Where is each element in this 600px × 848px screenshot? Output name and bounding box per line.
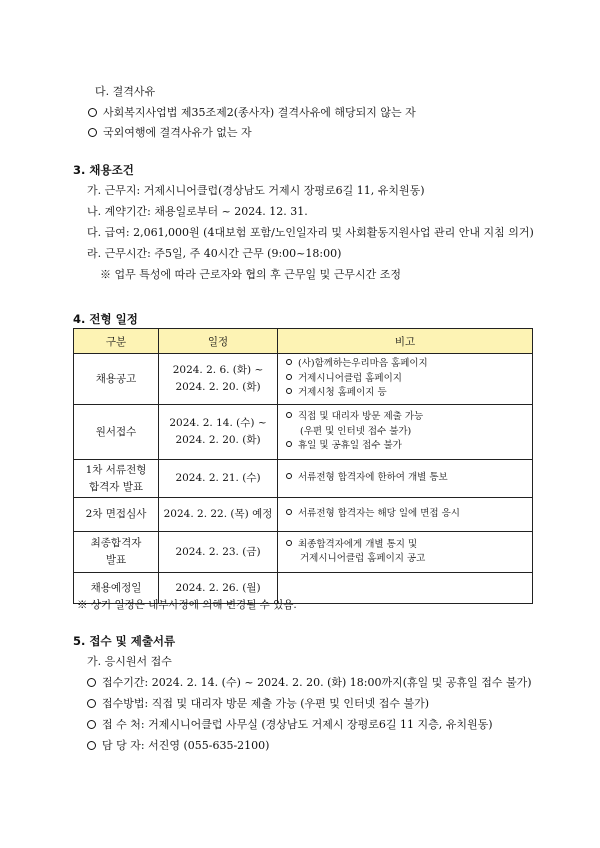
circle-bullet-icon	[286, 473, 292, 479]
header-stage: 구분	[74, 329, 159, 354]
stage-cell: 원서접수	[74, 405, 159, 460]
table-row	[74, 498, 533, 532]
note-item: 휴일 및 공휴일 접수 불가	[286, 439, 526, 454]
date-cell: 2024. 2. 23. (금)	[159, 532, 278, 573]
circle-bullet-icon	[87, 699, 96, 708]
application-item: 담 당 자: 서진영 (055-635-2100)	[87, 739, 269, 753]
stage-cell: 1차 서류전형 합격자 발표	[74, 460, 159, 498]
notes-cell	[278, 405, 533, 460]
circle-bullet-icon	[88, 128, 97, 137]
note-item: 서류전형 합격자는 해당 일에 면접 응시	[286, 507, 526, 522]
disqualification-item: 국외여행에 결격사유가 없는 자	[88, 126, 252, 140]
note-item: 서류전형 합격자에 한하여 개별 통보	[286, 471, 526, 486]
circle-bullet-icon	[88, 108, 97, 117]
date-cell: 2024. 2. 22. (목) 예정	[159, 498, 278, 532]
application-heading: 5. 접수 및 제출서류	[73, 634, 176, 648]
circle-bullet-icon	[286, 540, 292, 546]
circle-bullet-icon	[286, 359, 292, 365]
schedule-table	[73, 328, 533, 604]
note-item: 최종합격자에게 개별 통지 및	[286, 538, 526, 553]
application-item: 접수기간: 2024. 2. 14. (수) ~ 2024. 2. 20. (화) 18:00까지(휴일 및 공휴일 접수 불가)	[87, 676, 532, 690]
table-row	[74, 460, 533, 498]
date-cell: 2024. 2. 26. (월)	[159, 573, 278, 604]
circle-bullet-icon	[87, 678, 96, 687]
employment-conditions-heading: 3. 채용조건	[73, 163, 134, 177]
application-item: 접 수 처: 거제시니어클럽 사무실 (경상남도 거제시 장평로6길 11 지층, 유치원동)	[87, 718, 493, 732]
condition-note: ※ 업무 특성에 따라 근로자와 협의 후 근무일 및 근무시간 조정	[100, 268, 401, 281]
condition-workplace: 가. 근무지: 거제시니어클럽(경상남도 거제시 장평로6길 11, 유치원동)	[87, 184, 425, 197]
circle-bullet-icon	[286, 388, 292, 394]
application-item: 접수방법: 직접 및 대리자 방문 제출 가능 (우편 및 인터넷 접수 불가)	[87, 697, 429, 711]
notes-cell	[278, 354, 533, 405]
application-subtitle: 가. 응시원서 접수	[87, 655, 172, 668]
note-item: (사)함께하는우리마음 홈페이지	[286, 357, 526, 372]
notes-cell	[278, 573, 533, 604]
disqualification-title: 다. 결격사유	[95, 85, 156, 98]
stage-cell: 채용공고	[74, 354, 159, 405]
note-item: 거제시청 홈페이지 등	[286, 386, 526, 401]
note-item: 거제시니어클럽 홈페이지 공고	[300, 553, 426, 564]
header-notes: 비고	[278, 329, 533, 354]
date-cell: 2024. 2. 14. (수) ~ 2024. 2. 20. (화)	[159, 405, 278, 460]
schedule-footnote: ※ 상기 일정은 내부사정에 의해 변경될 수 있음.	[77, 599, 297, 611]
notes-cell	[278, 498, 533, 532]
header-date: 일정	[159, 329, 278, 354]
notes-cell	[278, 460, 533, 498]
condition-contract-period: 나. 계약기간: 채용일로부터 ~ 2024. 12. 31.	[87, 205, 308, 218]
circle-bullet-icon	[87, 741, 96, 750]
circle-bullet-icon	[286, 412, 292, 418]
date-cell: 2024. 2. 21. (수)	[159, 460, 278, 498]
table-row	[74, 405, 533, 460]
notes-cell	[278, 532, 533, 573]
stage-cell: 채용예정일	[74, 573, 159, 604]
circle-bullet-icon	[286, 509, 292, 515]
note-item: 직접 및 대리자 방문 제출 가능	[286, 410, 526, 425]
condition-work-hours: 라. 근무시간: 주5일, 주 40시간 근무 (9:00~18:00)	[87, 247, 342, 260]
circle-bullet-icon	[286, 441, 292, 447]
disqualification-item: 사회복지사업법 제35조제2(종사자) 결격사유에 해당되지 않는 자	[88, 106, 416, 120]
note-item: 거제시니어클럽 홈페이지	[286, 372, 526, 387]
stage-cell: 최종합격자 발표	[74, 532, 159, 573]
stage-cell: 2차 면접심사	[74, 498, 159, 532]
table-row	[74, 354, 533, 405]
table-row	[74, 532, 533, 573]
note-item: (우편 및 인터넷 접수 불가)	[300, 425, 412, 437]
table-header-row	[74, 329, 533, 354]
date-cell: 2024. 2. 6. (화) ~ 2024. 2. 20. (화)	[159, 354, 278, 405]
schedule-heading: 4. 전형 일정	[73, 312, 138, 326]
circle-bullet-icon	[87, 720, 96, 729]
condition-salary: 다. 급여: 2,061,000원 (4대보험 포함/노인일자리 및 사회활동지원사업 관리 안내 지침 의거)	[87, 226, 534, 239]
circle-bullet-icon	[286, 374, 292, 380]
